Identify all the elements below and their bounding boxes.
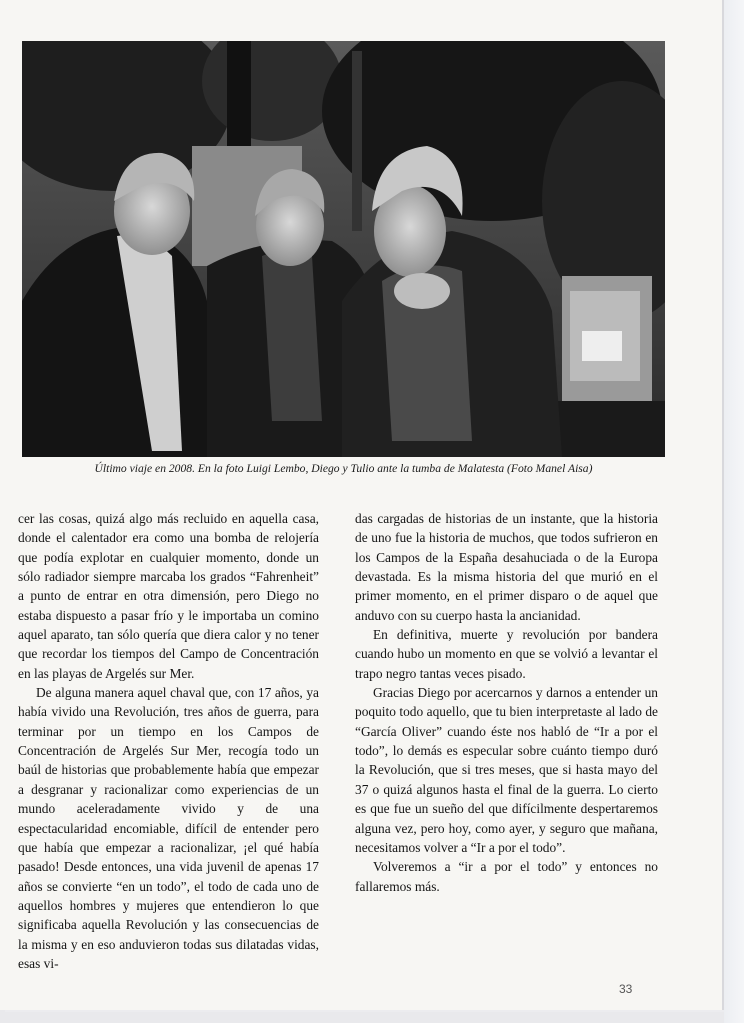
paragraph: En definitiva, muerte y revolución por bandera cuando hubo un momento en que se volvió a levantar el trapo negro tantas veces pisado.	[355, 627, 658, 681]
paragraph: Volveremos a “ir a por el todo” y entonces no fallaremos más.	[355, 859, 658, 894]
photograph	[22, 41, 665, 457]
paragraph: das cargadas de historias de un instante, que la historia de uno fue la historia de muchos, que todos sufrieron en los Campos de la España desahuciada o de la Europa devastada. Es la misma historia del que murió en el primer momento, en el primer disparo o de aquel que anduvo con su cuerpo hasta la ancianidad.	[355, 511, 658, 623]
paragraph: De alguna manera aquel chaval que, con 17 años, ya había vivido una Revolución, tres años de guerra, para terminar por un tiempo en los Campos de Concentración de Argelés Sur Mer, recogía todo un baúl de historias que probablemente había que empezar a desgranar y racionalizar como experiencias de un mundo aceleradamente vivido y de una espectacularidad encomiable, difícil de entender pero que había que empezar a racionalizar, ¡el qué había pasado! Desde entonces, una vida juvenil de apenas 17 años se convierte “en un todo”, el todo de cada uno de aquellos hombres y mujeres que entendieron lo que significaba aquella Revolución y las consecuencias de la misma y en eso anduvieron todas sus dilatadas vidas, esas vi-	[18, 685, 319, 971]
photo-caption: Último viaje en 2008. En la foto Luigi Lembo, Diego y Tulio ante la tumba de Malatesta (Foto Manel Aisa)	[94, 462, 593, 475]
article-column-right	[355, 509, 658, 896]
page-edge	[724, 0, 744, 1023]
paragraph: Gracias Diego por acercarnos y darnos a entender un poquito todo aquello, que tu bien interpretaste al lado de “García Oliver” cuando éste nos habló de “Ir a por el todo”, lo demás es especular sobre cuánto tiempo duró la Revolución, que si tres meses, que si hasta mayo del 37 o quizá algunos hasta el final de la guerra. Lo cierto es que fue un sueño del que difícilmente despertaremos alguna vez, pero hoy, como ayer, y seguro que mañana, necesitamos volver a “Ir a por el todo”.	[355, 685, 658, 855]
paragraph: cer las cosas, quizá algo más recluido en aquella casa, donde el calentador era como una bomba de relojería que podía explotar en cualquier momento, donde un sólo radiador siempre marcaba los grados “Fahrenheit” a punto de entrar en otra dimensión, pero Diego no estaba dispuesto a pasar frío y le importaba un comino aquel aparato, tan sólo quería que diera calor y no tener que recordar los tiempos del Campo de Concentración en las playas de Argelés sur Mer.	[18, 511, 319, 681]
article-column-left	[18, 509, 319, 973]
page-number: 33	[619, 982, 633, 996]
